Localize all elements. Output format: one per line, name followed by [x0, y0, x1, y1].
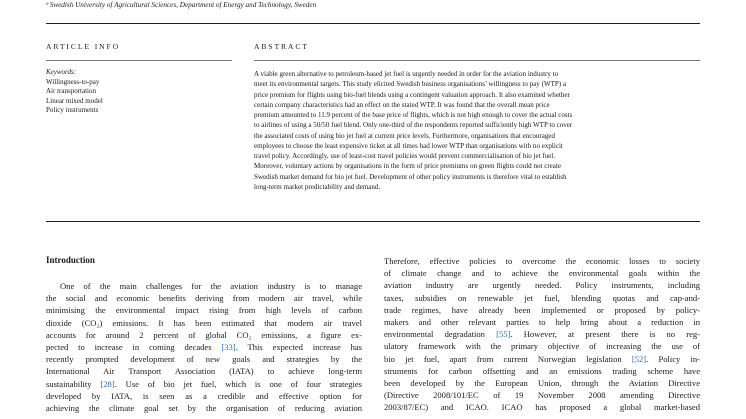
body-line: sustainability [28]. Use of bio jet fuel, which is one of four strategies — [46, 378, 362, 389]
abstract-line: travel policy. Accordingly, use of least-cost travel policies would prevent commercialisation of bio jet fuel. — [254, 152, 556, 160]
article-info-divider — [46, 60, 232, 61]
abstract-line: Moreover, voluntary actions by organisations in the form of price premiums on green flights could not create — [254, 162, 562, 171]
abstract-heading: ABSTRACT — [254, 42, 309, 51]
introduction-heading: Introduction — [46, 255, 95, 265]
body-line: makers and other relevant parties to help bring about a reduction in — [384, 317, 700, 328]
body-line: Therefore, effective policies to overcome the economic losses to society — [384, 256, 700, 266]
body-line: 2003/87/EC) and ICAO. ICAO has proposed a global market-based — [384, 402, 700, 413]
keyword: Linear mixed model — [46, 96, 103, 105]
body-line: pected to increase in coming decades [33]. This expected increase has — [46, 342, 362, 353]
abstract-bottom-divider — [46, 221, 700, 222]
body-line: accounts for around 2 percent of global CO₂ emissions, a figure ex- — [46, 329, 362, 340]
abstract-line: meet its environmental targets. This study elicited Swedish business organisations’ willingness to pay (WTP) a — [254, 80, 567, 89]
keyword: Policy instruments — [46, 106, 99, 115]
abstract-body — [254, 69, 700, 192]
body-line: bio jet fuel, apart from current Norwegian legislation [52]. Policy in- — [384, 353, 700, 364]
body-line: the social and economic benefits deriving from modern air travel, while — [46, 293, 362, 304]
body-line: One of the main challenges for the aviation industry is to manage — [60, 281, 362, 291]
intro-left-column — [46, 280, 362, 414]
top-divider — [46, 23, 700, 24]
abstract-line: the associated costs of using bio jet fuel at current price levels. Furthermore, organisations that encouraged — [254, 131, 556, 140]
article-info-heading: ARTICLE INFO — [46, 42, 121, 51]
abstract-line: A viable green alternative to petroleum-based jet fuel is urgently needed in order for the aviation industry to — [254, 70, 559, 78]
abstract-line: premium amounted to 11.9 percent of the base price of flights, which is not high enough to cover the actual costs — [254, 111, 573, 119]
intro-right-column — [384, 255, 700, 414]
keyword: Air transportation — [46, 87, 96, 96]
body-line: trade regimes, have already been implemented or proposed by policy- — [384, 304, 700, 315]
keyword: Willingness-to-pay — [46, 78, 100, 86]
body-line: (Directive 2008/101/EC of 19 November 2008 amending Directive — [384, 390, 700, 401]
body-line: ulatory framework with the primary objective of increasing the use of — [384, 341, 700, 352]
body-line: developed by IATA, is seen as a credible and effective option for — [46, 390, 362, 401]
body-line: dioxide (CO₂) emissions. It has been estimated that modern air travel — [46, 317, 362, 328]
body-line: recently prompted development of new goals and strategies by the — [46, 354, 362, 365]
keywords-label: Keywords: — [46, 68, 77, 76]
body-line: of climate change and to achieve the environmental goals within the — [384, 268, 700, 279]
body-line: minimising the environmental impact rising from high levels of carbon — [46, 305, 362, 316]
abstract-line: Swedish market demand for bio jet fuel. Development of other policy instruments is therefore vital to establish — [254, 172, 567, 181]
citation-link[interactable]: [28] — [100, 378, 115, 389]
citation-link[interactable]: [33] — [221, 342, 236, 353]
abstract-line: employees to choose the least expensive ticket at all times had lower WTP than organisations with no explicit — [254, 141, 563, 150]
body-line: environmental degradation [55]. However, at present there is no reg- — [384, 329, 700, 340]
abstract-divider — [254, 60, 700, 61]
body-line: aviation industry are urgently needed. Policy instruments, including — [384, 280, 700, 291]
affiliation-note: ᵇ Swedish University of Agricultural Sciences, Department of Energy and Technology, Sweden — [46, 1, 317, 9]
body-line: achieving the climate goal set by the organisation of reducing aviation — [46, 403, 362, 414]
abstract-line: certain company characteristics had an effect on the stated WTP. It was found that the overall mean price — [254, 100, 550, 109]
body-line: struments for carbon offsetting and an emissions trading scheme have — [384, 365, 700, 376]
citation-link[interactable]: [55] — [496, 329, 511, 340]
abstract-line: price premium for flights using bio-fuel blends using a contingent valuation approach. It also examined whether — [254, 90, 570, 99]
keywords-list — [46, 78, 103, 116]
abstract-line: long-term market predictability and demand. — [254, 182, 381, 191]
citation-link[interactable]: [52] — [631, 353, 647, 364]
body-line: taxes, subsidies on renewable jet fuel, blending quotas and cap-and- — [384, 292, 700, 303]
abstract-line: to airlines of using a 50/50 fuel blend. Only one-third of the respondents reported sufficiently high WTP to cover — [254, 121, 573, 130]
body-line: been developed by the European Union, through the Aviation Directive — [384, 378, 700, 389]
body-line: International Air Transport Association (IATA) to achieve long-term — [46, 366, 362, 377]
